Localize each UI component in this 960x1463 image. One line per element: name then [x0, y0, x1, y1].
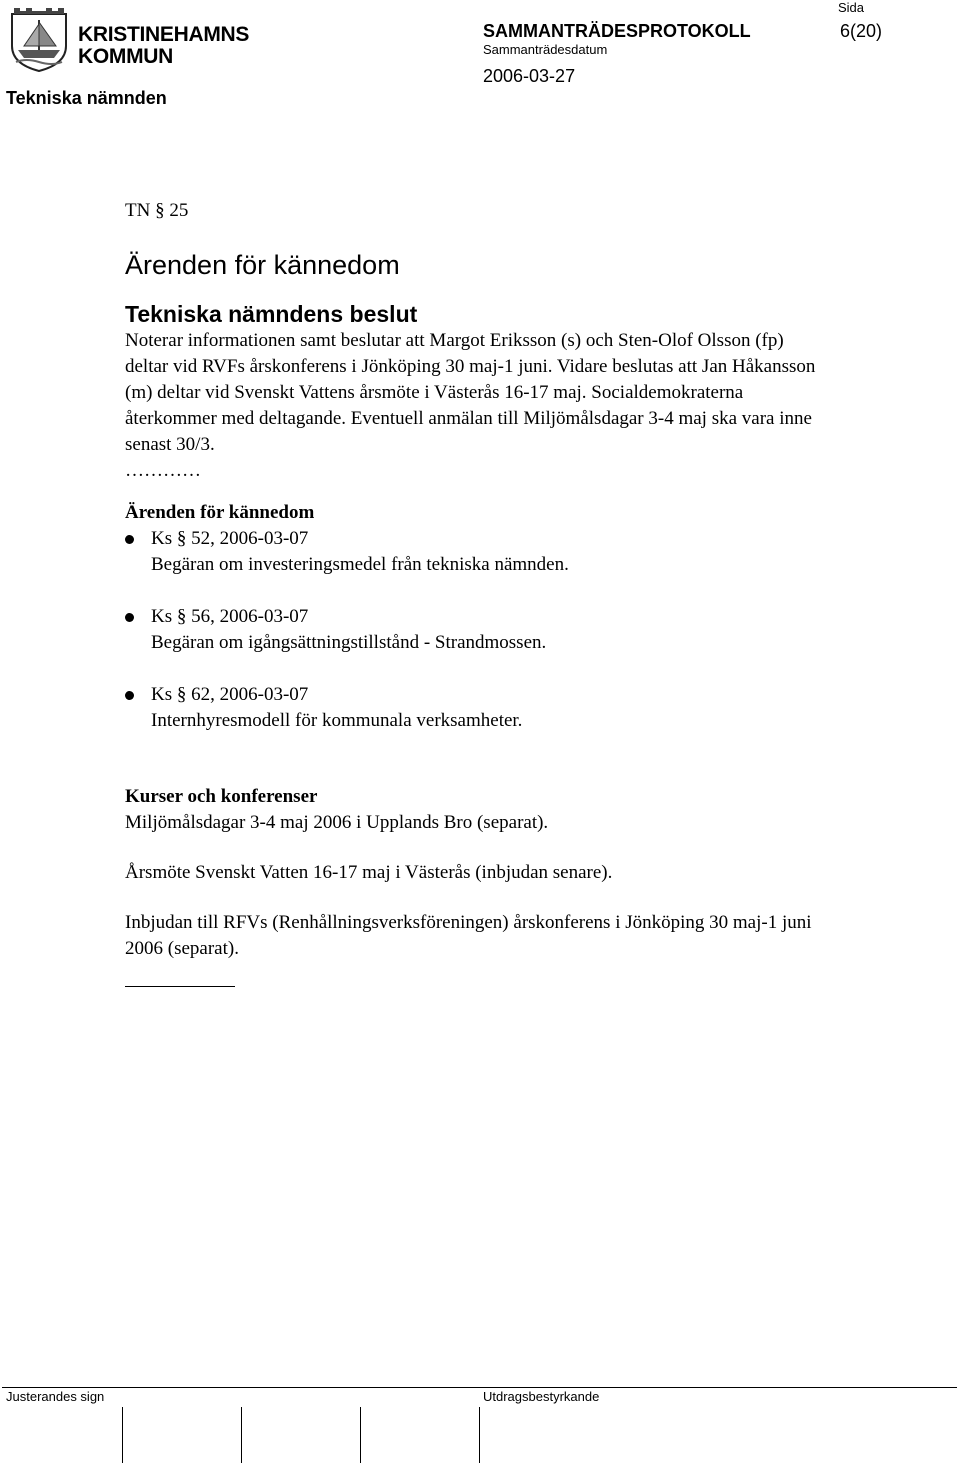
- extract-label: Utdragsbestyrkande: [483, 1389, 600, 1404]
- bullet-icon: [125, 691, 134, 700]
- item-text: Internhyresmodell för kommunala verksamheter.: [151, 710, 523, 731]
- meeting-date: 2006-03-27: [483, 66, 576, 86]
- course-item: Årsmöte Svenskt Vatten 16-17 maj i Västerås (inbjudan senare).: [125, 862, 613, 883]
- signature-box-divider: [122, 1407, 123, 1463]
- item-reference: Ks § 52, 2006-03-07: [151, 528, 309, 549]
- bullet-icon: [125, 613, 134, 622]
- signature-footer: [0, 1386, 960, 1463]
- item-reference: Ks § 62, 2006-03-07: [151, 684, 309, 705]
- bullet-icon: [125, 535, 134, 544]
- logo-text-line1: KRISTINEHAMNS: [78, 23, 250, 46]
- protocol-content: [125, 198, 825, 987]
- list-item: [125, 682, 825, 734]
- items-list: [125, 526, 825, 734]
- paragraph-number: TN § 25: [125, 200, 189, 221]
- municipality-name-logo: [78, 24, 249, 68]
- committee-name: Tekniska nämnden: [6, 88, 167, 108]
- sign-label: Justerandes sign: [6, 1389, 105, 1404]
- course-item: Miljömålsdagar 3-4 maj 2006 i Upplands Bro (separat).: [125, 812, 549, 833]
- meeting-date-label: Sammanträdesdatum: [483, 42, 608, 57]
- decision-heading: Tekniska nämndens beslut: [125, 301, 418, 327]
- page-number: 6(20): [840, 21, 883, 41]
- item-text: Begäran om investeringsmedel från tekniska nämnden.: [151, 554, 569, 575]
- signature-box-divider: [241, 1407, 242, 1463]
- footer-divider: [2, 1387, 957, 1388]
- signature-box-divider: [479, 1407, 480, 1463]
- courses-heading: Kurser och konferenser: [125, 786, 318, 807]
- end-line-divider: [125, 986, 235, 987]
- item-text: Begäran om igångsättningstillstånd - Strandmossen.: [151, 632, 547, 653]
- document-type: SAMMANTRÄDESPROTOKOLL: [483, 21, 751, 41]
- signature-box-divider: [360, 1407, 361, 1463]
- list-item: [125, 604, 825, 656]
- page-label: Sida: [838, 0, 865, 15]
- course-item: Inbjudan till RFVs (Renhållningsverksföreningen) årskonferens i Jönköping 30 maj-1 juni 2006 (separat).: [125, 912, 812, 959]
- section-title: Ärenden för kännedom: [125, 250, 400, 280]
- separator-dots: …………: [125, 460, 201, 481]
- list-item: [125, 526, 825, 578]
- logo-text-line2: KOMMUN: [78, 45, 174, 68]
- municipality-coat-of-arms: [10, 6, 68, 72]
- item-reference: Ks § 56, 2006-03-07: [151, 606, 309, 627]
- items-heading: Ärenden för kännedom: [125, 502, 315, 523]
- decision-text: Noterar informationen samt beslutar att Margot Eriksson (s) och Sten-Olof Olsson (fp) deltar vid RVFs årskonferens i Jönköping 30 maj-1 juni. Vidare beslutas att Jan Håkansson (m) deltar vid Svenskt Vattens årsmöte i Västerås 16-17 maj. Socialdemokraterna återkommer med deltagande. Eventuell anmälan till Miljömålsdagar 3-4 maj ska vara inne senast 30/3.: [125, 330, 816, 455]
